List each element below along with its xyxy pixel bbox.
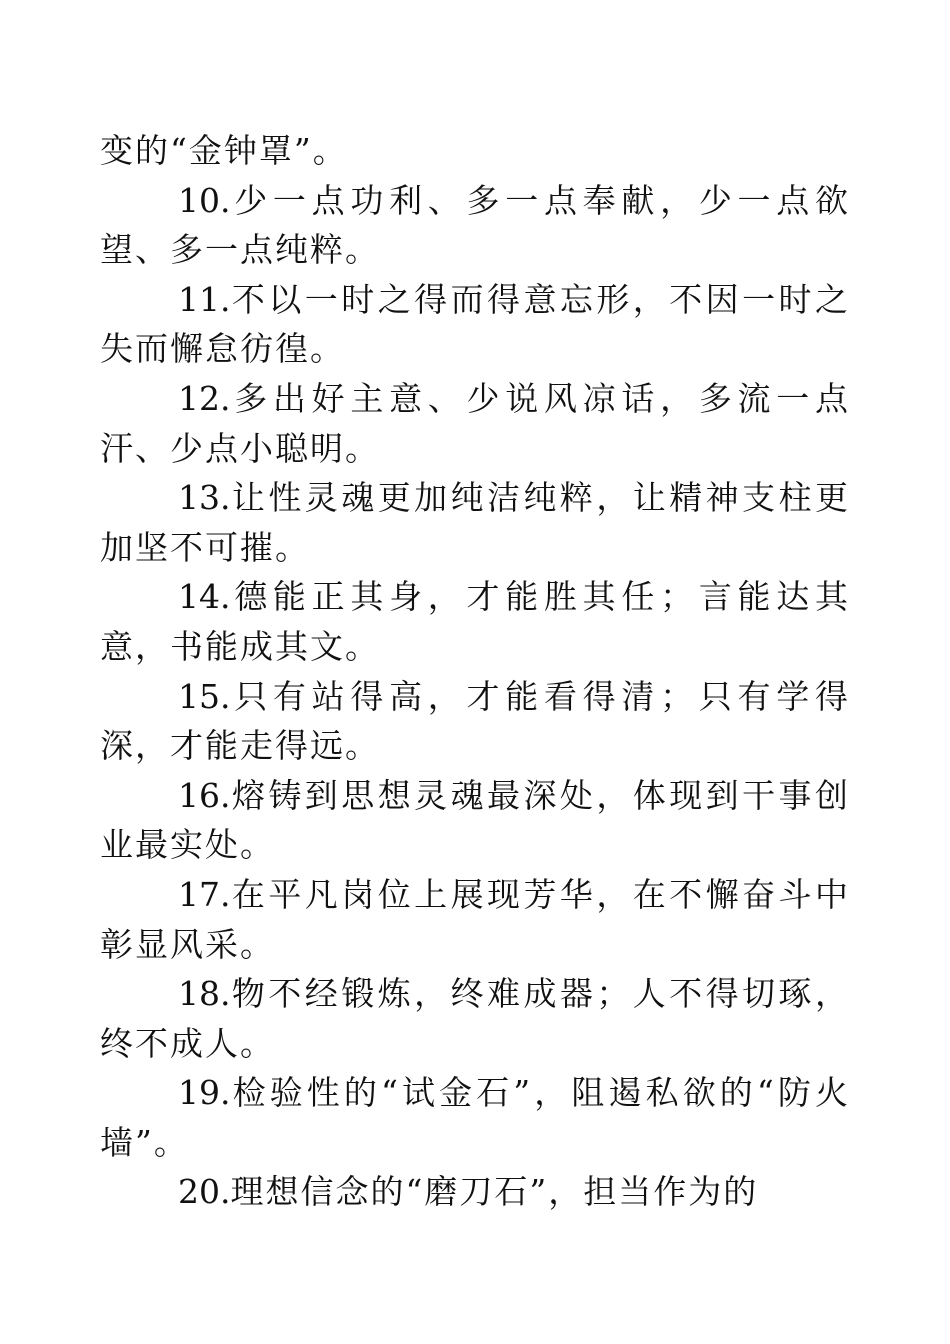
item-number: 11. (178, 279, 231, 319)
document-body (100, 126, 850, 1217)
paragraph-text: 检验性的“试金石”，阻遏私欲的“防火墙”。 (100, 1073, 850, 1162)
item-number: 14. (178, 577, 231, 617)
paragraph-text: 少一点功利、多一点奉献，少一点欲望、多一点纯粹。 (100, 180, 850, 270)
paragraph-item-19 (100, 1068, 850, 1167)
item-number: 20. (178, 1172, 231, 1212)
paragraph-item-16 (100, 771, 850, 870)
item-number: 10. (178, 180, 231, 220)
item-number: 18. (178, 974, 231, 1014)
paragraph-text: 只有站得高，才能看得清；只有学得深，才能走得远。 (100, 676, 850, 766)
paragraph-text: 理想信念的“磨刀石”，担当作为的 (230, 1172, 759, 1212)
item-number: 19. (178, 1073, 231, 1113)
paragraph-text: 让性灵魂更加纯洁纯粹，让精神支柱更加坚不可摧。 (100, 478, 850, 567)
paragraph-text: 熔铸到思想灵魂最深处，体现到干事创业最实处。 (100, 775, 850, 865)
paragraph-text: 在平凡岗位上展现芳华，在不懈奋斗中彰显风采。 (100, 874, 850, 964)
paragraph-item-10 (100, 176, 850, 275)
paragraph-item-13 (100, 473, 850, 572)
item-number: 17. (178, 874, 231, 914)
paragraph-item-11 (100, 275, 850, 374)
paragraph-item-15 (100, 672, 850, 771)
paragraph-text: 德能正其身，才能胜其任；言能达其意，书能成其文。 (100, 577, 850, 666)
paragraph-text: 变的“金钟罩”。 (100, 131, 348, 170)
item-number: 13. (178, 478, 231, 518)
paragraph-item-14 (100, 572, 850, 671)
paragraph-item-17 (100, 870, 850, 969)
paragraph-text: 物不经锻炼，终难成器；人不得切琢，终不成人。 (100, 974, 850, 1063)
paragraph-item-18 (100, 969, 850, 1068)
paragraph-continuation (100, 126, 850, 176)
paragraph-item-20 (100, 1167, 850, 1217)
item-number: 15. (178, 676, 231, 716)
item-number: 16. (178, 775, 231, 815)
item-number: 12. (178, 378, 231, 418)
paragraph-text: 多出好主意、少说风凉话，多流一点汗、少点小聪明。 (100, 378, 850, 468)
paragraph-item-12 (100, 374, 850, 473)
paragraph-text: 不以一时之得而得意忘形，不因一时之失而懈怠彷徨。 (100, 279, 850, 369)
